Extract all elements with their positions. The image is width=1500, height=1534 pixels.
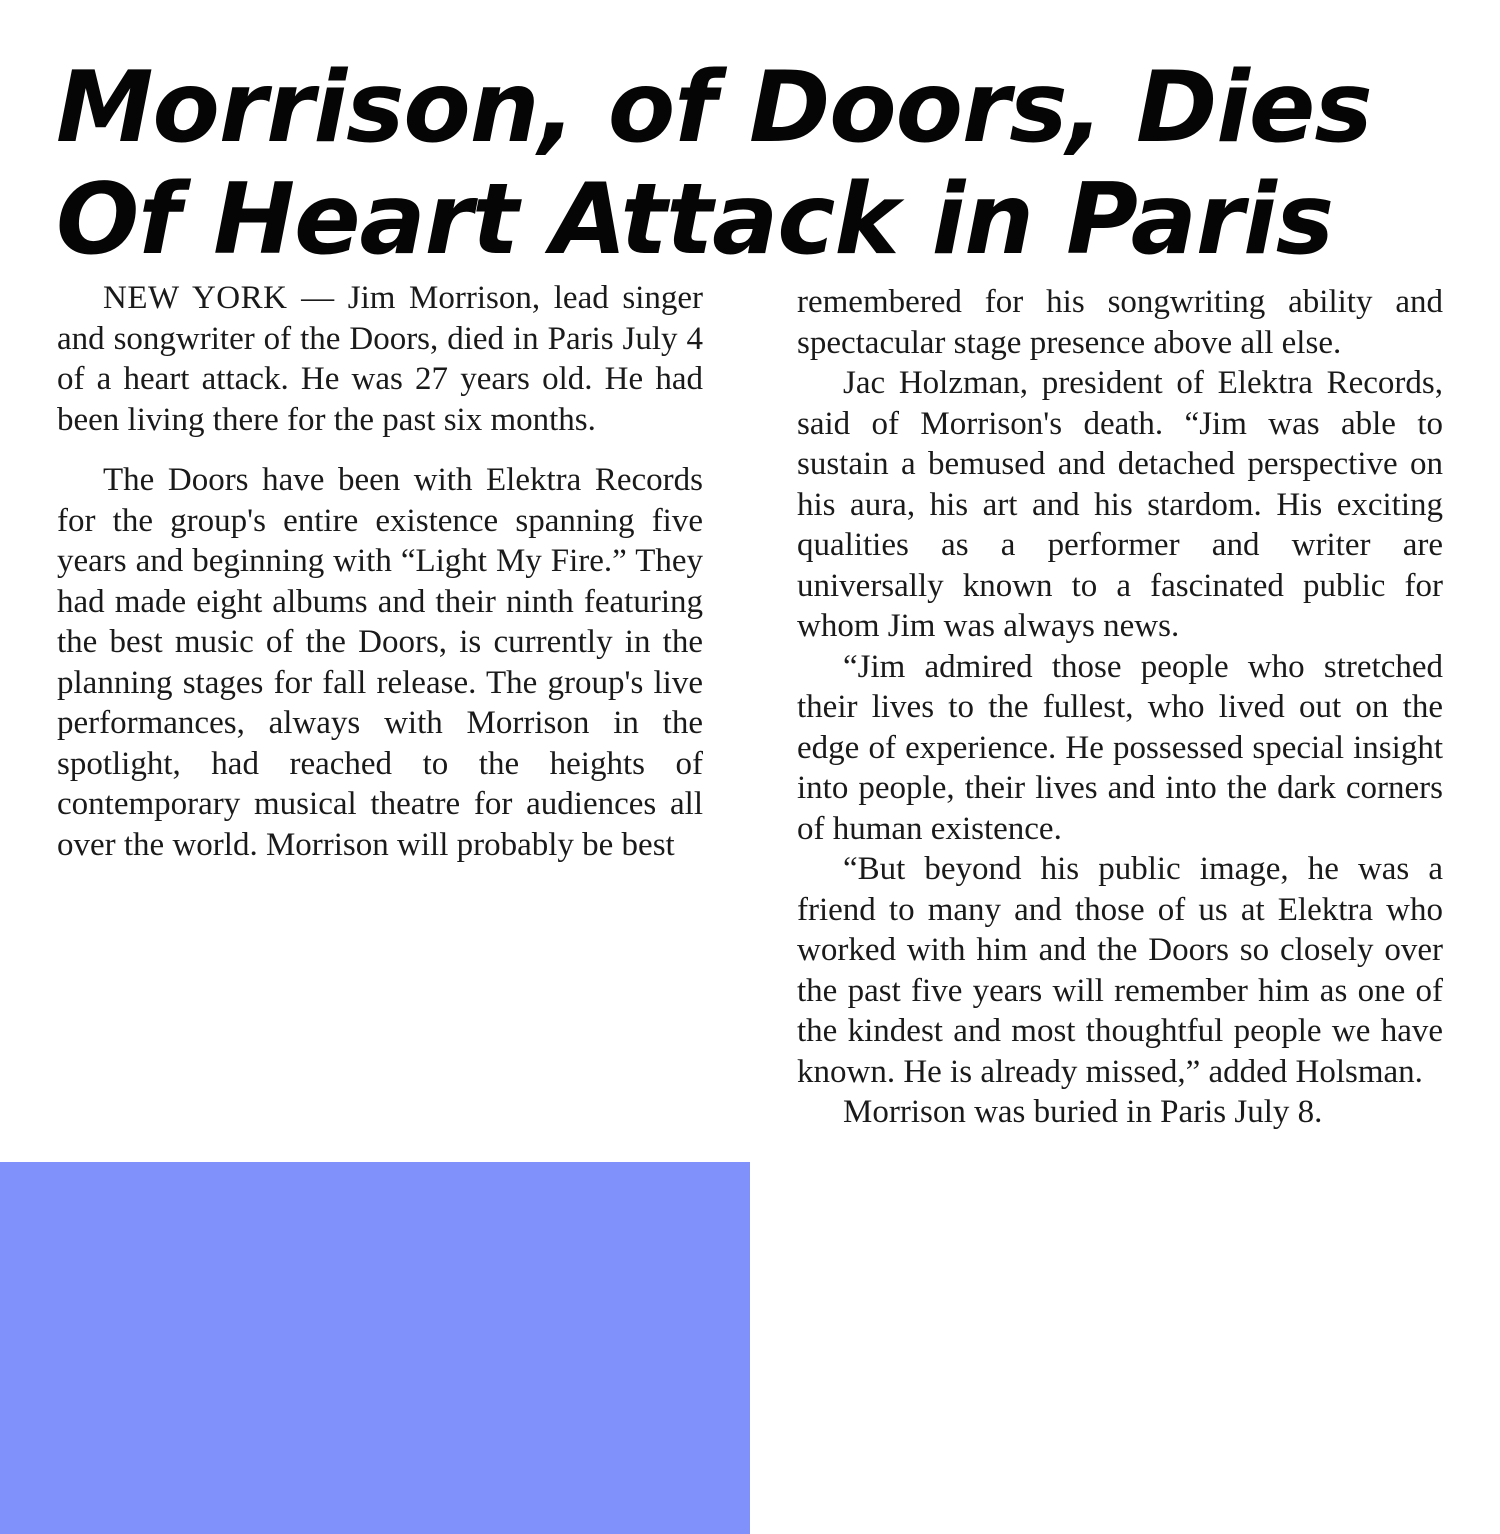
blue-overlay-block [0, 1162, 750, 1534]
paragraph-1-text: Jim Morrison, lead singer and songwriter of the Doors, died in Paris July 4 of a heart attack. He was 27 years old. He had been living there for the past six months. [57, 280, 704, 438]
article-paragraph-1 [57, 278, 703, 440]
article-paragraph-5: “But beyond his public image, he was a friend to many and those of us at Elektra who worked with him and the Doors so closely over the past five years will remember him as one of the kindest and most thoughtful people we have known. He is already missed,” added Holsman. [797, 851, 1443, 1090]
article-column-right [797, 282, 1443, 1133]
dateline-separator: — [287, 280, 348, 316]
article-paragraph-6: Morrison was buried in Paris July 8. [843, 1094, 1323, 1130]
article-paragraph-4: “Jim admired those people who stretched their lives to the fullest, who lived out on the edge of experience. He possessed special insight into people, their lives and into the dark corners of human existence. [797, 648, 1443, 847]
dateline: NEW YORK [103, 280, 288, 316]
headline-line-1: Morrison, of Doors, Dies [56, 51, 1372, 165]
headline [56, 52, 1456, 276]
article-paragraph-2-continued: remembered for his songwriting ability and spectacular stage presence above all else. [797, 284, 1443, 361]
headline-line-2: Of Heart Attack in Paris [56, 163, 1334, 277]
article-paragraph-2: The Doors have been with Elektra Records for the group's entire existence spanning five years and beginning with “Light My Fire.” They had made eight albums and their ninth featuring the best music of the Doors, is currently in the planning stages for fall release. The group's live performances, always with Morrison in the spotlight, had reached to the heights of contemporary musical theatre for audiences all over the world. Morrison will probably be best [57, 462, 703, 863]
article-paragraph-3: Jac Holzman, president of Elektra Records, said of Morrison's death. “Jim was able to sustain a bemused and detached perspective on his aura, his art and his stardom. His exciting qualities as a performer and writer are universally known to a fascinated public for whom Jim was always news. [797, 365, 1443, 644]
article-column-left [57, 278, 703, 865]
